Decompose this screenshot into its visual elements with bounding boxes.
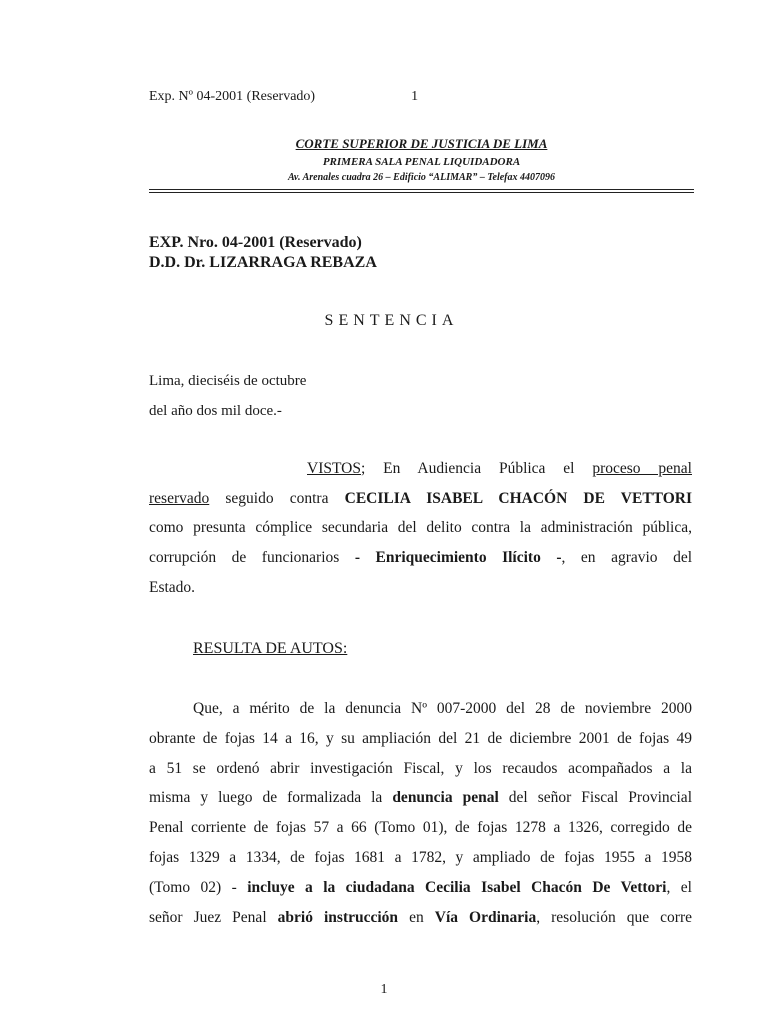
section-heading: RESULTA DE AUTOS: [193, 640, 348, 657]
case-expediente: EXP. Nro. 04-2001 (Reservado) [149, 234, 362, 251]
vistos-line-4 [149, 549, 692, 567]
autos-text: (Tomo 02) - [149, 879, 248, 896]
running-header [149, 89, 418, 105]
date-line-1: Lima, dieciséis de octubre [149, 373, 307, 389]
running-header-page: 1 [411, 89, 419, 104]
autos-line-8 [149, 909, 692, 927]
running-header-text: Exp. Nº 04-2001 (Reservado) [149, 89, 316, 104]
autos-text: del señor Fiscal Provincial [498, 789, 692, 806]
autos-text: señor Juez Penal [149, 909, 278, 926]
opened-instruction: abrió instrucción [277, 909, 399, 926]
vistos-line-5: Estado. [149, 579, 196, 596]
header-rule-bottom [149, 192, 694, 193]
accused-name: CECILIA ISABEL CHACÓN DE VETTORI [344, 490, 693, 507]
case-judge: D.D. Dr. LIZARRAGA REBAZA [149, 254, 377, 271]
includes-accused: incluye a la ciudadana Cecilia Isabel Chacón De Vettori [247, 879, 667, 896]
date-line-2: del año dos mil doce.- [149, 403, 282, 419]
vistos-line-2 [149, 490, 692, 508]
document-title: SENTENCIA [324, 312, 459, 329]
autos-text: misma y luego de formalizada la [149, 789, 393, 806]
court-chamber: PRIMERA SALA PENAL LIQUIDADORA [322, 156, 521, 168]
autos-line-1: Que, a mérito de la denuncia Nº 007-2000 del 28 de noviembre 2000 [193, 700, 692, 717]
footer-page-number: 1 [380, 982, 388, 997]
court-name: CORTE SUPERIOR DE JUSTICIA DE LIMA [295, 136, 548, 151]
vistos-text: seguido contra [209, 490, 345, 507]
header-rule-top [149, 189, 694, 190]
autos-line-6: fojas 1329 a 1334, de fojas 1681 a 1782, y ampliado de fojas 1955 a 1958 [149, 849, 692, 866]
vistos-label: VISTOS [307, 460, 361, 477]
vistos-text: corrupción de funcionarios [149, 549, 355, 566]
autos-text: en [398, 909, 435, 926]
autos-line-2: obrante de fojas 14 a 16, y su ampliación del 21 de diciembre 2001 de fojas 49 [149, 730, 692, 747]
vistos-text: ; En Audiencia Pública el [360, 460, 593, 477]
court-address: Av. Arenales cuadra 26 – Edificio “ALIMAR” – Telefax 4407096 [287, 172, 556, 183]
autos-line-3: a 51 se ordenó abrir investigación Fiscal, y los recaudos acompañados a la [149, 760, 692, 777]
vistos-proceso: proceso penal [592, 460, 692, 477]
vistos-line-3: como presunta cómplice secundaria del delito contra la administración pública, [149, 519, 692, 536]
vistos-line-1 [307, 460, 692, 478]
via-ordinaria: Vía Ordinaria [434, 909, 537, 926]
denuncia-penal: denuncia penal [392, 789, 499, 806]
autos-text: , el [666, 879, 692, 896]
autos-line-7 [149, 879, 692, 897]
autos-line-4 [149, 789, 692, 807]
autos-text: , resolución que corre [536, 909, 692, 926]
vistos-reservado: reservado [149, 490, 210, 507]
vistos-text: , en agravio del [561, 549, 693, 566]
autos-line-5: Penal corriente de fojas 57 a 66 (Tomo 01), de fojas 1278 a 1326, corregido de [149, 819, 692, 836]
crime-name: - Enriquecimiento Ilícito - [354, 549, 562, 566]
